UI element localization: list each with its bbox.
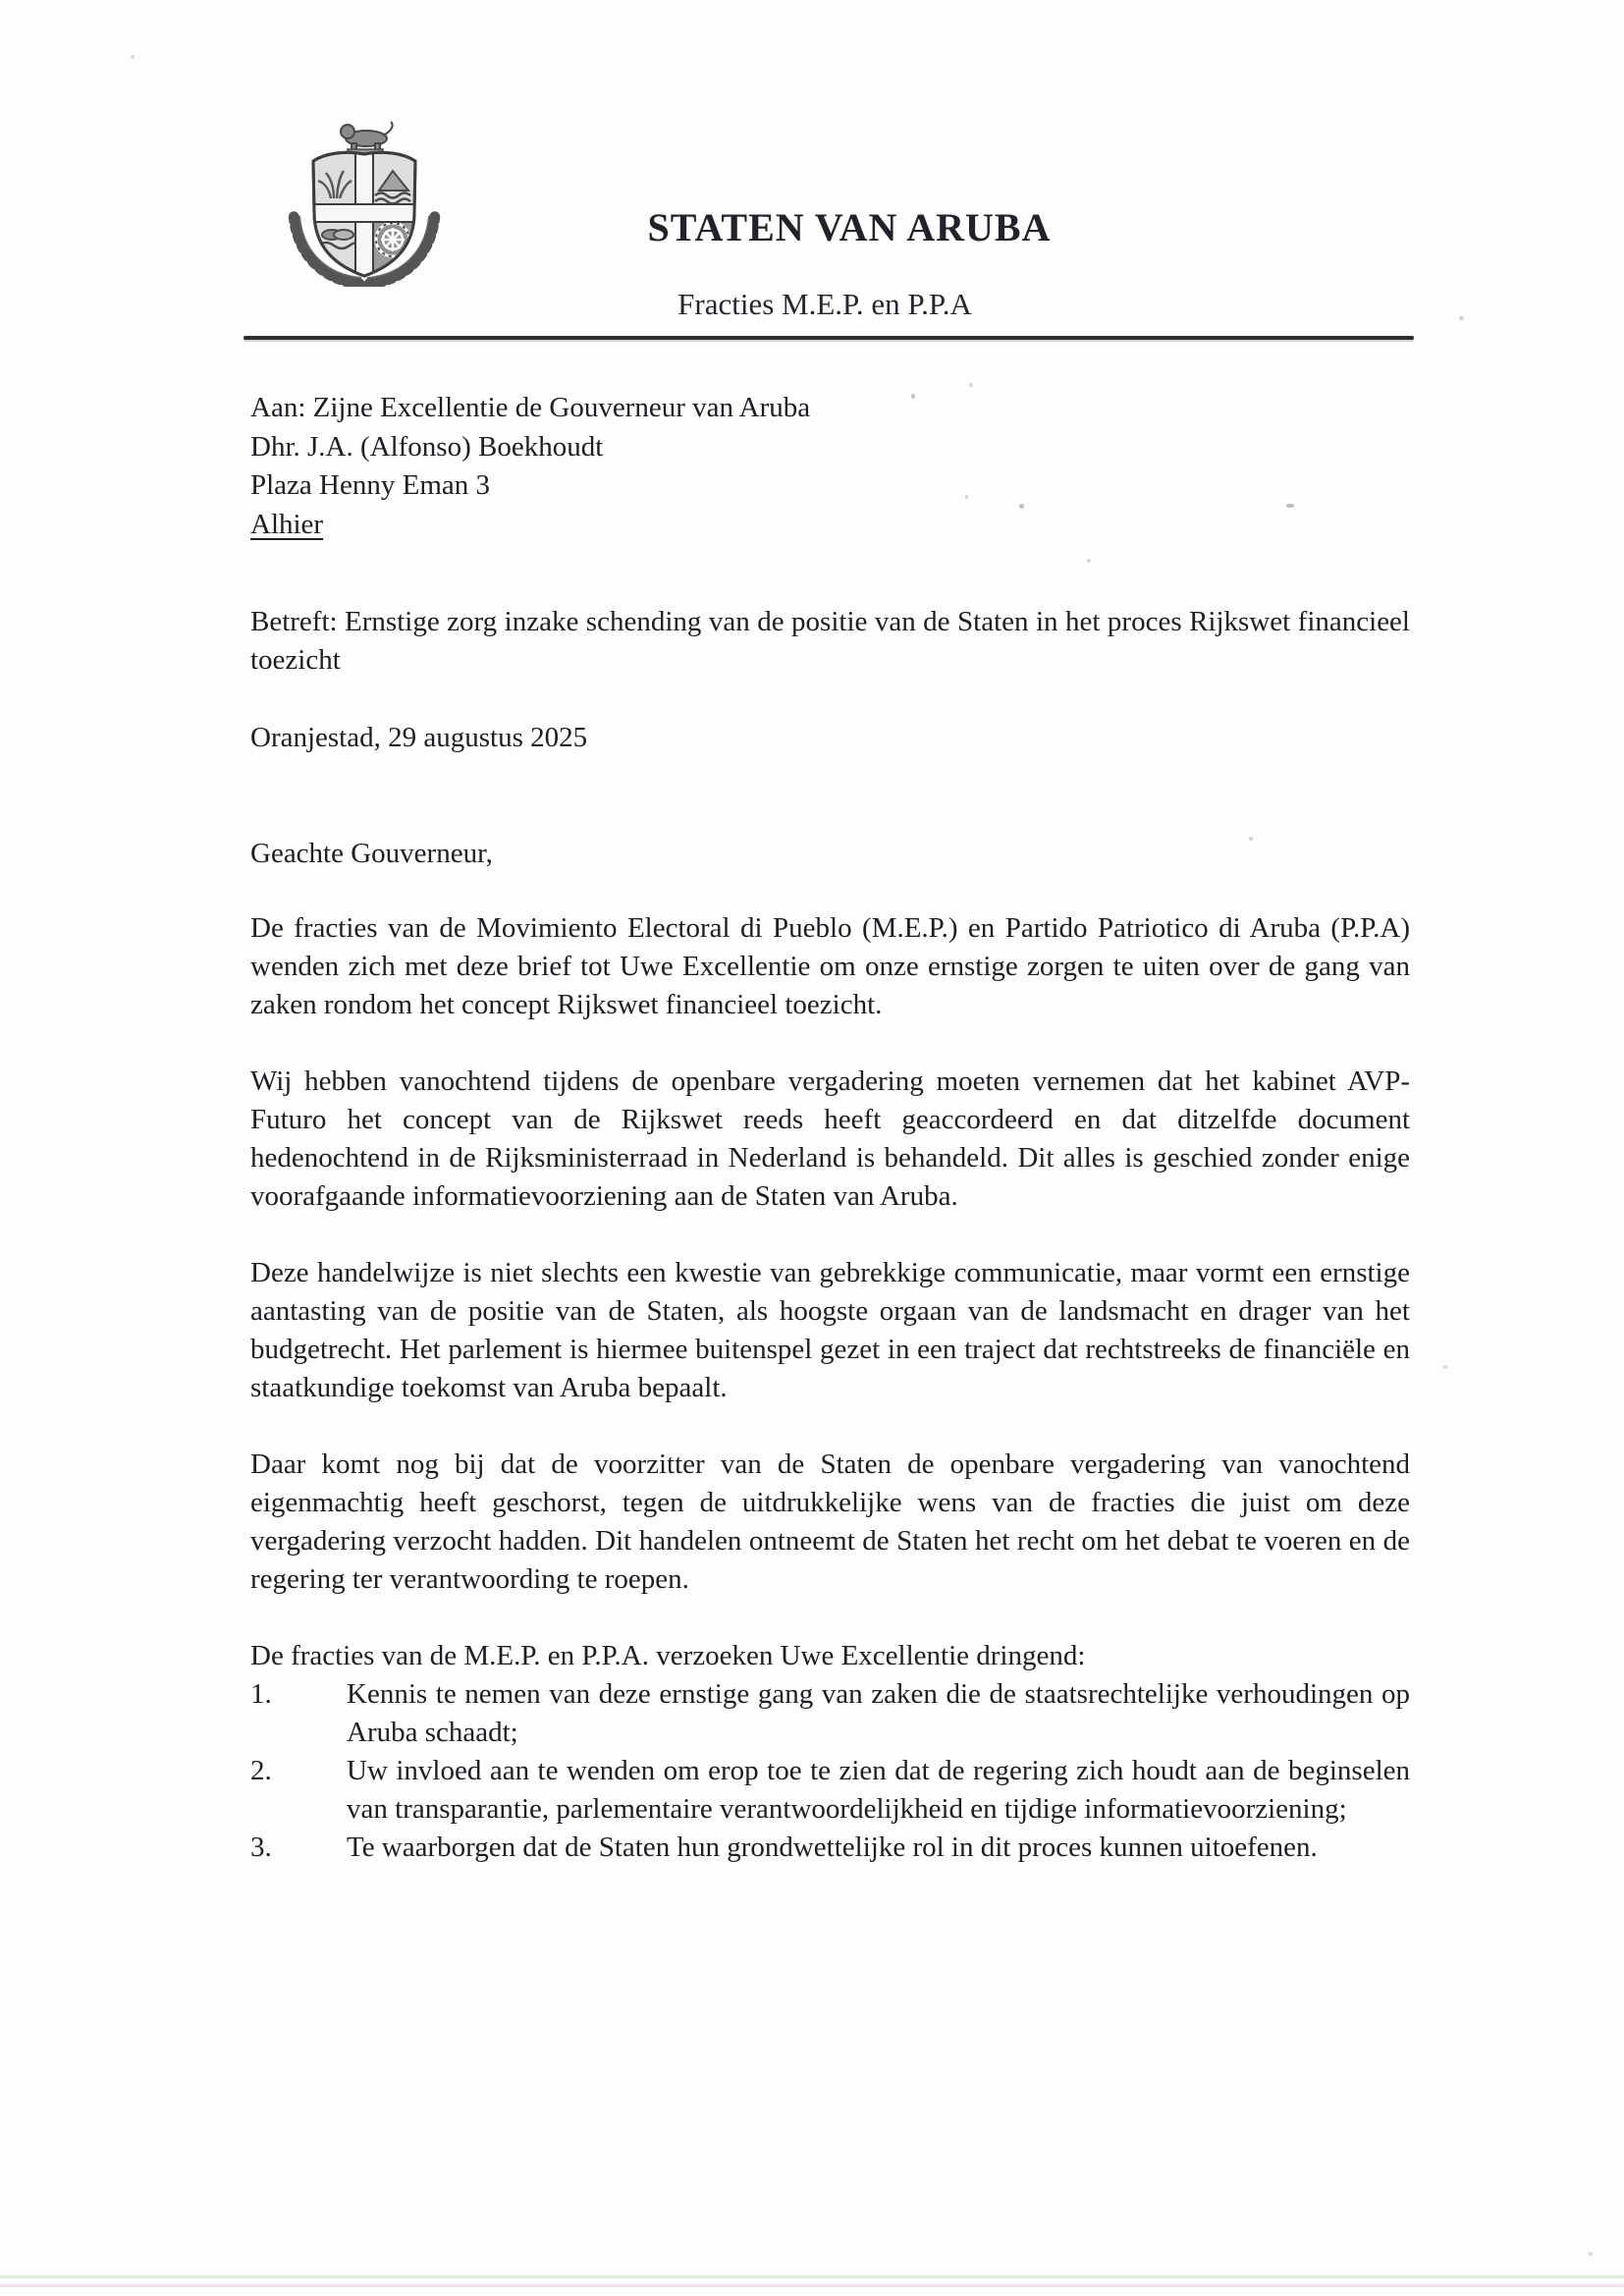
body-paragraph: Wij hebben vanochtend tijdens de openbare vergadering moeten vernemen dat het kabinet AVP-Futuro het concept van de Rijkswet reeds heeft geaccordeerd en dat ditzelfde document hedenochtend in de Rijksministerraad in Nederland is behandeld. Dit alles is geschied zonder enige voorafgaande informatievoorziening aan de Staten van Aruba. bbox=[250, 1066, 1410, 1212]
recipient-line: Plaza Henny Eman 3 bbox=[250, 469, 491, 501]
subject-line: Betreft: Ernstige zorg inzake schending van de positie van de Staten in het proces Rijkswet financieel toezicht bbox=[250, 606, 1410, 676]
request-item-text: Kennis te nemen van deze ernstige gang van zaken die de staatsrechtelijke verhoudingen op Aruba schaadt; bbox=[347, 1678, 1410, 1748]
body-paragraph: De fracties van de Movimiento Electoral di Pueblo (M.E.P.) en Partido Patriotico di Aruba (P.P.A) wenden zich met deze brief tot Uwe Excellentie om onze ernstige zorgen te uiten over de gang van zaken rondom het concept Rijkswet financieel toezicht. bbox=[250, 912, 1410, 1020]
request-item-text: Uw invloed aan te wenden om erop toe te zien dat de regering zich houdt aan de beginselen van transparantie, parlementaire verantwoordelijkheid en tijdige informatievoorziening; bbox=[347, 1755, 1410, 1825]
request-item-number: 2. bbox=[250, 1755, 272, 1786]
request-item-number: 1. bbox=[250, 1678, 272, 1710]
letterhead-rule bbox=[244, 336, 1414, 340]
coat-of-arms-icon bbox=[285, 120, 444, 287]
request-item bbox=[250, 1675, 1410, 1752]
body-paragraph: Daar komt nog bij dat de voorzitter van de Staten de openbare vergadering van vanochtend eigenmachtig heeft geschorst, tegen de uitdrukkelijke wens van de fracties die juist om deze vergadering verzocht hadden. Dit handelen ontneemt de Staten het recht om het debat te voeren en de regering ter verantwoording te roepen. bbox=[250, 1449, 1410, 1595]
body-paragraph: Deze handelwijze is niet slechts een kwestie van gebrekkige communicatie, maar vormt een ernstige aantasting van de positie van de Staten, als hoogste orgaan van de landsmacht en drager van het budgetrecht. Het parlement is hiermee buitenspel gezet in een traject dat rechtstreeks de financiële en staatkundige toekomst van Aruba bepaalt. bbox=[250, 1257, 1410, 1403]
page-title: STATEN VAN ARUBA bbox=[647, 205, 1052, 249]
request-intro: De fracties van de M.E.P. en P.P.A. verzoeken Uwe Excellentie dringend: bbox=[250, 1640, 1086, 1671]
salutation: Geachte Gouverneur, bbox=[250, 838, 493, 869]
recipient-line: Aan: Zijne Excellentie de Gouverneur van Aruba bbox=[250, 392, 811, 423]
letter-body bbox=[250, 909, 1410, 1867]
request-item-number: 3. bbox=[250, 1831, 272, 1863]
request-item bbox=[250, 1829, 1410, 1867]
letterhead-subtitle: Fracties M.E.P. en P.P.A bbox=[677, 287, 972, 321]
recipient-block bbox=[250, 389, 810, 544]
request-item bbox=[250, 1752, 1410, 1829]
request-item-text: Te waarborgen dat de Staten hun grondwettelijke rol in dit proces kunnen uitoefenen. bbox=[347, 1831, 1318, 1863]
recipient-line-alhier: Alhier bbox=[250, 508, 324, 540]
recipient-line: Dhr. J.A. (Alfonso) Boekhoudt bbox=[250, 430, 604, 463]
dateline: Oranjestad, 29 augustus 2025 bbox=[250, 722, 588, 753]
